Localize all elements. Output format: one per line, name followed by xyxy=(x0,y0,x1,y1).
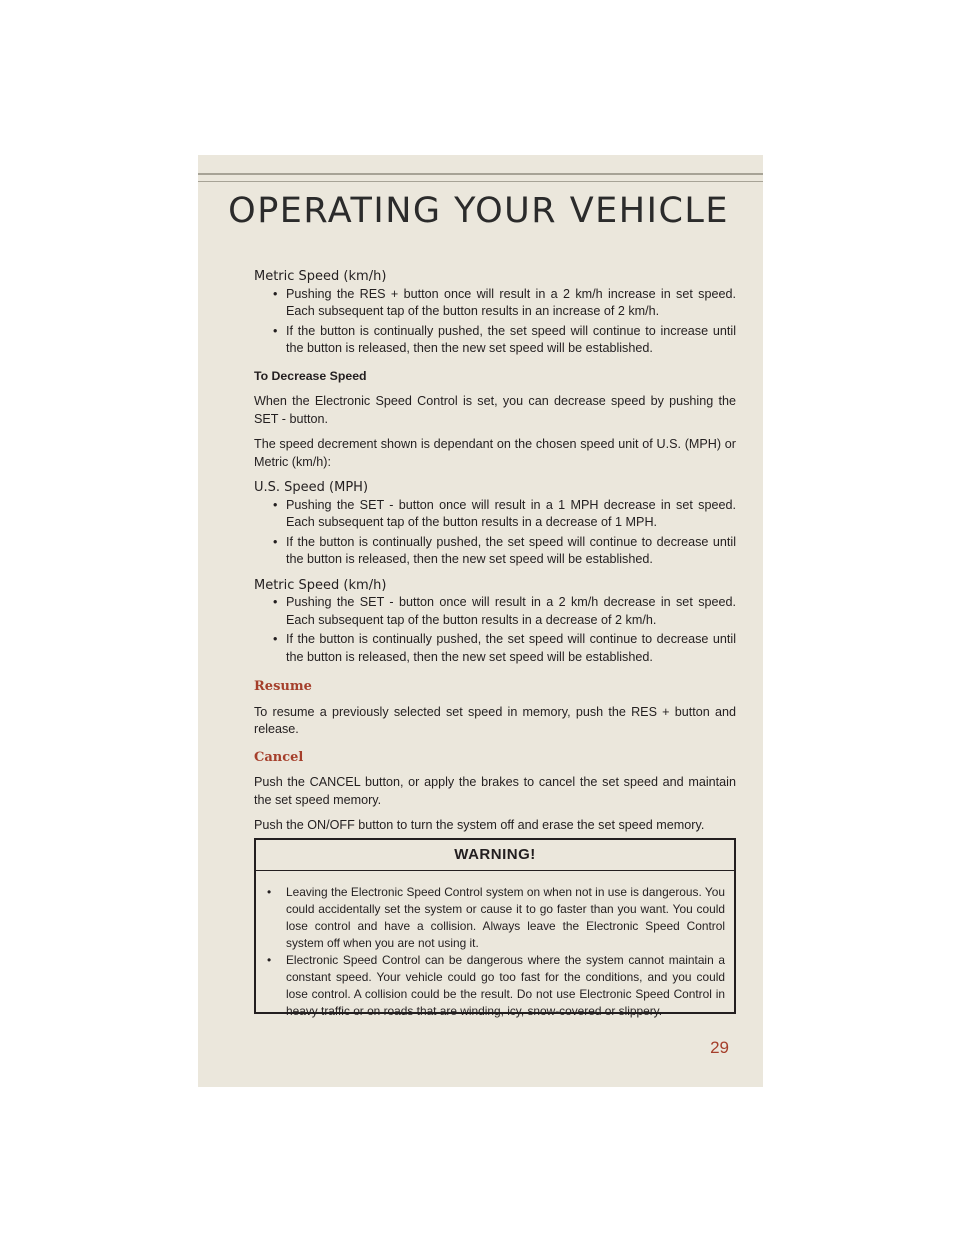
list-item: • If the button is continually pushed, the set speed will continue to decrease until the button is released, then the new set speed will be established. xyxy=(273,534,736,566)
bullet-icon: • xyxy=(273,323,278,338)
bullet-icon: • xyxy=(267,885,272,899)
bullet-icon: • xyxy=(273,534,278,549)
metric-increase-heading: Metric Speed (km/h) xyxy=(254,269,387,284)
header-rule-bottom xyxy=(198,181,763,182)
decrease-paragraph-1: When the Electronic Speed Control is set, you can decrease speed by pushing the SET - button. xyxy=(254,394,736,426)
warning-list xyxy=(256,884,734,1020)
warning-title: WARNING! xyxy=(256,840,734,871)
page-number: 29 xyxy=(710,1038,729,1057)
header-rule-top xyxy=(198,173,763,175)
list-item: • Pushing the SET - button once will result in a 2 km/h decrease in set speed. Each subsequent tap of the button results in a decrease of 2 km/h. xyxy=(273,595,736,627)
bullet-icon: • xyxy=(267,953,272,967)
list-item: • Leaving the Electronic Speed Control system on when not in use is dangerous. You could accidentally set the system or cause it to go faster than you want. You could lose control and have a collision. Always leave the Electronic Speed Control system off when you are not using it. xyxy=(267,885,725,950)
decrease-heading: To Decrease Speed xyxy=(254,368,367,383)
section-title: OPERATING YOUR VEHICLE xyxy=(228,191,729,231)
decrease-paragraph-2: The speed decrement shown is dependant on the chosen speed unit of U.S. (MPH) or Metric (km/h): xyxy=(254,437,736,469)
us-speed-list xyxy=(254,497,736,569)
bullet-icon: • xyxy=(273,286,278,301)
cancel-heading: Cancel xyxy=(254,749,304,765)
metric-decrease-heading: Metric Speed (km/h) xyxy=(254,577,387,593)
list-item: • Pushing the RES + button once will result in a 2 km/h increase in set speed. Each subsequent tap of the button results in an increase of 2 km/h. xyxy=(273,286,736,318)
list-item: • Electronic Speed Control can be dangerous where the system cannot maintain a constant speed. Your vehicle could go too fast for the conditions, and you could lose control. A collision could be the result. Do not use Electronic Speed Control in heavy traffic or on roads that are winding, icy, snow-covered or slippery. xyxy=(267,953,725,1018)
list-item: • Pushing the SET - button once will result in a 1 MPH decrease in set speed. Each subsequent tap of the button results in a decrease of 1 MPH. xyxy=(273,497,736,529)
cancel-paragraph-1: Push the CANCEL button, or apply the brakes to cancel the set speed and maintain the set speed memory. xyxy=(254,775,736,807)
list-item: • If the button is continually pushed, the set speed will continue to increase until the button is released, then the new set speed will be established. xyxy=(273,323,736,355)
metric-decrease-list xyxy=(254,594,736,666)
list-item: • If the button is continually pushed, the set speed will continue to decrease until the button is released, then the new set speed will be established. xyxy=(273,632,736,664)
cancel-paragraph-2: Push the ON/OFF button to turn the system off and erase the set speed memory. xyxy=(254,818,705,832)
metric-increase-list xyxy=(254,286,736,358)
warning-box xyxy=(254,838,736,1018)
resume-paragraph: To resume a previously selected set speed in memory, push the RES + button and release. xyxy=(254,704,736,736)
bullet-icon: • xyxy=(273,497,278,512)
page-content xyxy=(254,268,736,835)
bullet-icon: • xyxy=(273,632,278,646)
us-speed-heading: U.S. Speed (MPH) xyxy=(254,480,369,495)
manual-page xyxy=(198,155,763,1087)
bullet-icon: • xyxy=(273,595,278,609)
resume-heading: Resume xyxy=(254,679,312,694)
